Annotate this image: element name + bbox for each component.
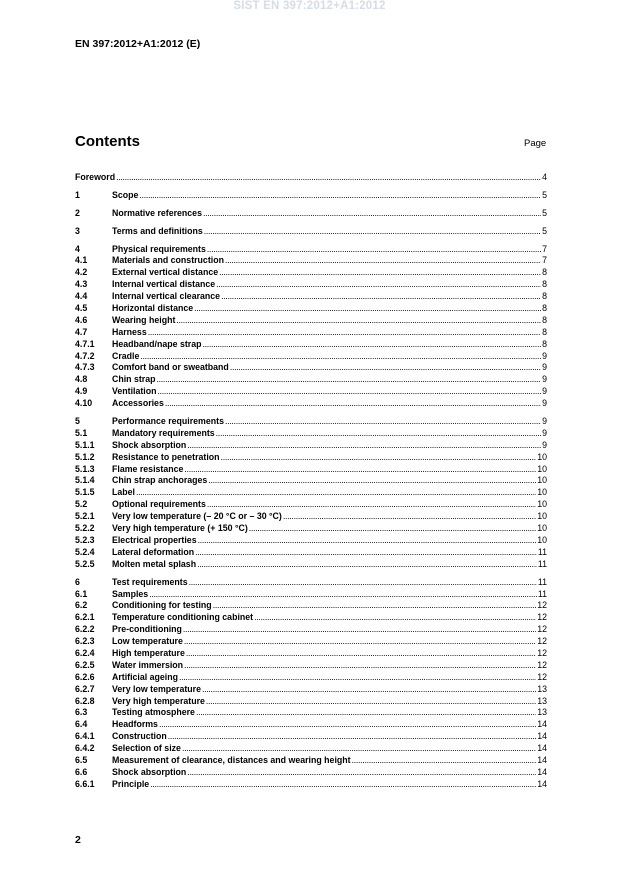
toc-entry-page: 12 [537, 612, 547, 623]
toc-entry-page: 9 [542, 350, 547, 361]
dot-leader [148, 327, 541, 337]
dot-leader [196, 707, 536, 717]
toc-entry-title: Normative references [112, 207, 202, 218]
toc-entry[interactable] [75, 374, 547, 386]
toc-entry-title: Construction [112, 731, 167, 742]
toc-entry[interactable] [75, 589, 547, 601]
dot-leader [139, 190, 541, 200]
toc-entry-number: 4.4 [75, 291, 88, 302]
dot-leader [184, 464, 536, 474]
toc-entry[interactable] [75, 511, 547, 523]
toc-entry-page: 5 [542, 207, 547, 218]
toc-entry-title: Internal vertical distance [112, 279, 216, 290]
dot-leader [189, 577, 537, 587]
toc-entry[interactable] [75, 452, 547, 464]
toc-entry-page: 10 [537, 463, 547, 474]
toc-entry[interactable] [75, 719, 547, 731]
toc-entry-number: 4.6 [75, 314, 88, 325]
dot-leader [149, 589, 537, 599]
toc-entry[interactable] [75, 743, 547, 755]
toc-entry-title: Pre-conditioning [112, 624, 182, 635]
toc-entry-number: 1 [75, 189, 80, 200]
toc-entry-page: 8 [542, 314, 547, 325]
toc-entry-number: 4 [75, 243, 80, 254]
toc-entry-number: 6.2.1 [75, 612, 95, 623]
toc-entry-number: 6.2.3 [75, 636, 95, 647]
dot-leader [283, 511, 536, 521]
toc-entry-page: 8 [542, 303, 547, 314]
toc-entry-page: 12 [537, 647, 547, 658]
toc-entry-title: Water immersion [112, 659, 184, 670]
toc-entry-number: 6.2.8 [75, 695, 95, 706]
toc-entry-title: Lateral deformation [112, 546, 195, 557]
toc-entry-title: Very low temperature [112, 683, 201, 694]
toc-entry-page: 9 [542, 362, 547, 373]
toc-entry-page: 5 [542, 189, 547, 200]
toc-entry[interactable] [75, 386, 547, 398]
toc-entry-title: Ventilation [112, 386, 157, 397]
toc-entry-page: 4 [542, 172, 547, 182]
toc-entry[interactable] [75, 428, 547, 440]
toc-entry[interactable] [75, 660, 547, 672]
dot-leader [116, 172, 541, 182]
toc-entry-page: 12 [537, 600, 547, 611]
toc-entry[interactable] [75, 731, 547, 743]
toc-entry-title: Chin strap [112, 374, 156, 385]
toc-entry-number: 6.2 [75, 600, 88, 611]
toc-entry[interactable] [75, 267, 547, 279]
toc-entry-title: Molten metal splash [112, 558, 197, 569]
document-id: EN 397:2012+A1:2012 (E) [75, 38, 201, 50]
toc-entry[interactable] [75, 672, 547, 684]
dot-leader [136, 487, 536, 497]
toc-entry-page: 8 [542, 291, 547, 302]
dot-leader [204, 226, 541, 236]
dot-leader [179, 672, 536, 682]
toc-entry-page: 13 [537, 683, 547, 694]
toc-entry[interactable] [75, 696, 547, 708]
toc-entry[interactable] [75, 440, 547, 452]
toc-entry-number: 6.6.1 [75, 778, 95, 789]
toc-entry-title: Resistance to penetration [112, 451, 220, 462]
toc-entry-title: Conditioning for testing [112, 600, 212, 611]
toc-entry[interactable] [75, 707, 547, 719]
dot-leader [203, 208, 541, 218]
toc-entry-title: Mandatory requirements [112, 427, 215, 438]
toc-entry-title: Harness [112, 326, 147, 337]
toc-entry-page: 14 [537, 743, 547, 754]
toc-entry-title: Horizontal distance [112, 303, 194, 314]
toc-entry[interactable] [75, 559, 547, 571]
toc-entry-page: 9 [542, 398, 547, 409]
toc-entry-page: 10 [537, 499, 547, 510]
toc-entry-title: Shock absorption [112, 439, 187, 450]
dot-leader [206, 696, 536, 706]
dot-leader [207, 499, 536, 509]
table-of-contents [75, 172, 547, 791]
dot-leader [195, 547, 537, 557]
toc-entry-page: 9 [542, 374, 547, 385]
dot-leader [202, 684, 536, 694]
toc-entry-page: 10 [537, 451, 547, 462]
toc-entry[interactable] [75, 190, 547, 202]
toc-entry-number: 4.7.2 [75, 350, 95, 361]
toc-entry[interactable] [75, 351, 547, 363]
toc-entry[interactable] [75, 416, 547, 428]
toc-entry-page: 8 [542, 267, 547, 278]
dot-leader [221, 452, 537, 462]
toc-entry-number: 5.2.4 [75, 546, 95, 557]
toc-entry-page: 10 [537, 534, 547, 545]
dot-leader [225, 416, 541, 426]
toc-entry-page: 10 [537, 475, 547, 486]
toc-entry-number: 6.6 [75, 766, 88, 777]
toc-entry-number: 6.1 [75, 588, 88, 599]
toc-entry-number: 6.2.6 [75, 671, 95, 682]
toc-entry-number: 5.2.2 [75, 523, 95, 534]
toc-entry-number: 5.2.5 [75, 558, 95, 569]
toc-entry-number: 6.5 [75, 754, 88, 765]
dot-leader [249, 523, 536, 533]
dot-leader [221, 291, 541, 301]
toc-entry[interactable] [75, 577, 547, 589]
dot-leader [207, 244, 541, 254]
toc-entry[interactable] [75, 398, 547, 410]
toc-entry-number: 5.2.1 [75, 511, 95, 522]
toc-entry-title: Shock absorption [112, 766, 187, 777]
dot-leader [184, 636, 536, 646]
toc-entry[interactable] [75, 255, 547, 267]
toc-entry-page: 9 [542, 439, 547, 450]
toc-entry-page: 9 [542, 427, 547, 438]
toc-entry-number: 6.4 [75, 719, 88, 730]
dot-leader [157, 386, 541, 396]
toc-entry-number: 6 [75, 576, 80, 587]
dot-leader [168, 731, 536, 741]
footer-page-number: 2 [75, 834, 81, 846]
toc-entry-number: 4.9 [75, 386, 88, 397]
toc-entry-number: 4.7.3 [75, 362, 95, 373]
toc-entry-title: Very low temperature (– 20 °C or – 30 °C) [112, 511, 282, 522]
toc-entry[interactable] [75, 523, 547, 535]
toc-entry[interactable] [75, 499, 547, 511]
toc-entry-title: Low temperature [112, 636, 183, 647]
toc-entry-number: 4.5 [75, 303, 88, 314]
toc-entry-number: 5.1.2 [75, 451, 95, 462]
toc-entry-page: 14 [537, 766, 547, 777]
toc-entry-number: 4.3 [75, 279, 88, 290]
dot-leader [150, 779, 536, 789]
toc-entry-title: Comfort band or sweatband [112, 362, 229, 373]
dot-leader [219, 267, 541, 277]
toc-entry-page: 10 [537, 487, 547, 498]
toc-entry-title: Internal vertical clearance [112, 291, 221, 302]
toc-entry-number: 6.4.2 [75, 743, 95, 754]
toc-entry-number: 2 [75, 207, 80, 218]
toc-entry-number: 6.2.5 [75, 659, 95, 670]
toc-entry-number: 5.1.3 [75, 463, 95, 474]
toc-entry-page: 8 [542, 326, 547, 337]
dot-leader [208, 475, 536, 485]
dot-leader [213, 600, 537, 610]
toc-entry[interactable] [75, 636, 547, 648]
toc-entry-page: 14 [537, 731, 547, 742]
toc-entry-page: 14 [537, 754, 547, 765]
toc-entry[interactable] [75, 279, 547, 291]
toc-entry-title: Very high temperature (+ 150 °C) [112, 523, 248, 534]
toc-entry-title: External vertical distance [112, 267, 219, 278]
toc-entry[interactable] [75, 172, 547, 184]
toc-entry-title: Measurement of clearance, distances and wearing height [112, 754, 351, 765]
toc-entry-number: 4.1 [75, 255, 88, 266]
toc-entry[interactable] [75, 612, 547, 624]
toc-entry-number: 4.10 [75, 398, 93, 409]
toc-entry-page: 7 [542, 243, 547, 254]
toc-entry[interactable] [75, 779, 547, 791]
dot-leader [198, 535, 537, 545]
toc-entry-number: 4.7.1 [75, 338, 95, 349]
toc-entry[interactable] [75, 600, 547, 612]
toc-entry[interactable] [75, 648, 547, 660]
toc-entry-page: 7 [542, 255, 547, 266]
toc-entry-title: Scope [112, 189, 139, 200]
toc-entry-number: 5 [75, 416, 80, 427]
toc-entry-title: Testing atmosphere [112, 707, 195, 718]
toc-entry-title: Accessories [112, 398, 164, 409]
toc-entry-number: 5.2 [75, 499, 88, 510]
toc-entry-page: 10 [537, 511, 547, 522]
toc-entry-number: 5.1 [75, 427, 88, 438]
toc-entry-title: Physical requirements [112, 243, 206, 254]
dot-leader [157, 374, 542, 384]
toc-entry-number: 6.2.7 [75, 683, 95, 694]
contents-heading: Contents [75, 133, 140, 150]
toc-entry-title: Wearing height [112, 314, 176, 325]
toc-entry-page: 14 [537, 719, 547, 730]
toc-entry-number: 4.7 [75, 326, 88, 337]
toc-entry-title: Cradle [112, 350, 140, 361]
toc-entry-title: Materials and construction [112, 255, 224, 266]
dot-leader [183, 624, 536, 634]
page-column-label: Page [524, 138, 547, 149]
toc-entry[interactable] [75, 767, 547, 779]
dot-leader [159, 719, 536, 729]
toc-entry-title: Label [112, 487, 135, 498]
toc-entry-title: Headforms [112, 719, 158, 730]
toc-entry-page: 13 [537, 695, 547, 706]
dot-leader [187, 767, 536, 777]
dot-leader [225, 255, 541, 265]
toc-entry[interactable] [75, 547, 547, 559]
toc-entry-page: 10 [537, 523, 547, 534]
toc-entry-page: 13 [537, 707, 547, 718]
toc-entry-page: 9 [542, 416, 547, 427]
toc-entry-page: 5 [542, 225, 547, 236]
toc-entry-page: 14 [537, 778, 547, 789]
toc-entry-title: Electrical properties [112, 534, 197, 545]
toc-entry-page: 11 [537, 546, 547, 557]
toc-entry-title: Principle [112, 778, 150, 789]
toc-entry-page: 12 [537, 671, 547, 682]
dot-leader [182, 743, 536, 753]
dot-leader [216, 428, 541, 438]
toc-entry-title: High temperature [112, 647, 185, 658]
toc-entry-title: Headband/nape strap [112, 338, 202, 349]
toc-entry[interactable] [75, 475, 547, 487]
toc-entry-number: 5.1.5 [75, 487, 95, 498]
toc-entry-number: 5.2.3 [75, 534, 95, 545]
toc-entry[interactable] [75, 339, 547, 351]
toc-entry-title: Samples [112, 588, 149, 599]
dot-leader [197, 559, 537, 569]
toc-entry-page: 12 [537, 659, 547, 670]
toc-entry[interactable] [75, 208, 547, 220]
dot-leader [186, 648, 536, 658]
toc-entry-number: 5.1.1 [75, 439, 95, 450]
toc-entry-number: 6.4.1 [75, 731, 95, 742]
dot-leader [184, 660, 536, 670]
toc-entry-title: Terms and definitions [112, 225, 203, 236]
toc-entry-number: 4.2 [75, 267, 88, 278]
toc-entry[interactable] [75, 487, 547, 499]
toc-entry[interactable] [75, 244, 547, 256]
dot-leader [187, 440, 541, 450]
toc-entry[interactable] [75, 362, 547, 374]
toc-entry[interactable] [75, 291, 547, 303]
toc-entry-number: 6.2.2 [75, 624, 95, 635]
dot-leader [176, 315, 541, 325]
toc-entry[interactable] [75, 315, 547, 327]
toc-entry-page: 8 [542, 338, 547, 349]
toc-entry[interactable] [75, 303, 547, 315]
toc-entry-page: 11 [537, 558, 547, 569]
toc-entry-title: Artificial ageing [112, 671, 178, 682]
toc-entry[interactable] [75, 684, 547, 696]
toc-entry-number: 5.1.4 [75, 475, 95, 486]
toc-entry-title: Foreword [75, 172, 116, 182]
dot-leader [352, 755, 537, 765]
toc-entry-page: 9 [542, 386, 547, 397]
toc-entry[interactable] [75, 755, 547, 767]
toc-entry-page: 8 [542, 279, 547, 290]
toc-entry-title: Performance requirements [112, 416, 224, 427]
dot-leader [165, 398, 541, 408]
dot-leader [254, 612, 536, 622]
toc-entry-page: 11 [537, 576, 547, 587]
toc-entry-title: Test requirements [112, 576, 188, 587]
toc-entry-title: Chin strap anchorages [112, 475, 208, 486]
toc-entry-number: 6.3 [75, 707, 88, 718]
toc-entry-number: 6.2.4 [75, 647, 95, 658]
dot-leader [216, 279, 541, 289]
toc-entry-title: Flame resistance [112, 463, 184, 474]
toc-entry-page: 12 [537, 636, 547, 647]
dot-leader [194, 303, 541, 313]
toc-entry-title: Very high temperature [112, 695, 205, 706]
toc-entry-page: 12 [537, 624, 547, 635]
watermark: SIST EN 397:2012+A1:2012 [233, 0, 386, 12]
toc-entry[interactable] [75, 624, 547, 636]
toc-entry[interactable] [75, 535, 547, 547]
toc-entry[interactable] [75, 327, 547, 339]
toc-entry-title: Optional requirements [112, 499, 206, 510]
dot-leader [140, 351, 541, 361]
dot-leader [202, 339, 541, 349]
toc-entry-page: 11 [537, 588, 547, 599]
dot-leader [230, 362, 541, 372]
toc-entry-title: Selection of size [112, 743, 181, 754]
toc-entry[interactable] [75, 464, 547, 476]
toc-entry-title: Temperature conditioning cabinet [112, 612, 254, 623]
toc-entry-number: 3 [75, 225, 80, 236]
toc-entry-number: 4.8 [75, 374, 88, 385]
toc-entry[interactable] [75, 226, 547, 238]
